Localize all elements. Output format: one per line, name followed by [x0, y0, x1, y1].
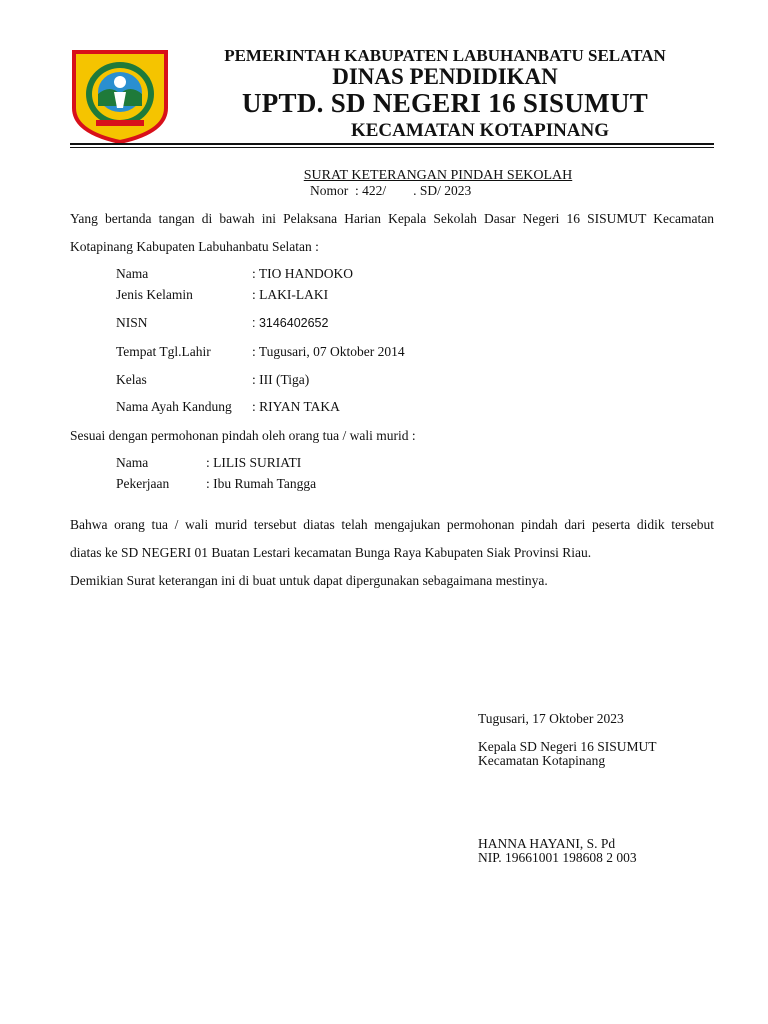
- student-gender-value: : LAKI-LAKI: [252, 287, 329, 302]
- student-birth-value: : Tugusari, 07 Oktober 2014: [252, 344, 405, 359]
- guardian-name-label: Nama: [116, 455, 149, 470]
- body-paragraph-line2: diatas ke SD NEGERI 01 Buatan Lestari kecamatan Bunga Raya Kabupaten Siak Provinsi Riau.: [70, 545, 592, 560]
- header-divider-thick: [70, 143, 714, 145]
- letter-title-text: SURAT KETERANGAN PINDAH SEKOLAH: [303, 168, 573, 183]
- guardian-name-value: : LILIS SURIATI: [206, 455, 302, 470]
- student-nisn-label: NISN: [116, 315, 148, 330]
- signature-place-date: Tugusari, 17 Oktober 2023: [478, 711, 624, 726]
- letter-title: [70, 168, 768, 184]
- letter-number-label: Nomor: [310, 183, 349, 198]
- header-divider-thin: [70, 147, 714, 148]
- signatory-nip: NIP. 19661001 198608 2 003: [478, 850, 637, 865]
- closing-line: Demikian Surat keterangan ini di buat untuk dapat dipergunakan sebagaimana mestinya.: [70, 573, 548, 588]
- header-department-line: DINAS PENDIDIKAN: [332, 64, 558, 89]
- intro-paragraph-line1: Yang bertanda tangan di bawah ini Pelaksana Harian Kepala Sekolah Dasar Negeri 16 SISUMUT Kecamatan: [70, 211, 714, 226]
- student-class-label: Kelas: [116, 372, 147, 387]
- header-school-name: UPTD. SD NEGERI 16 SISUMUT: [241, 88, 649, 118]
- regency-emblem-logo: [70, 48, 170, 144]
- student-birth-label: Tempat Tgl.Lahir: [116, 344, 211, 359]
- letter-number-value: : 422/ . SD/ 2023: [355, 183, 472, 198]
- student-name-value: : TIO HANDOKO: [252, 266, 353, 281]
- header-district-line: KECAMATAN KOTAPINANG: [350, 120, 610, 141]
- signature-position-line1: Kepala SD Negeri 16 SISUMUT: [478, 739, 657, 754]
- student-nisn-value: : 3146402652: [252, 316, 329, 330]
- header-government-line: PEMERINTAH KABUPATEN LABUHANBATU SELATAN: [224, 46, 666, 65]
- student-father-value: : RIYAN TAKA: [252, 399, 340, 414]
- request-line: Sesuai dengan permohonan pindah oleh orang tua / wali murid :: [70, 428, 416, 443]
- signatory-name: HANNA HAYANI, S. Pd: [478, 836, 616, 851]
- signature-position-line2: Kecamatan Kotapinang: [478, 753, 606, 768]
- guardian-job-value: : Ibu Rumah Tangga: [206, 476, 317, 491]
- student-father-label: Nama Ayah Kandung: [116, 399, 232, 414]
- student-name-label: Nama: [116, 266, 149, 281]
- student-gender-label: Jenis Kelamin: [116, 287, 193, 302]
- student-class-value: : III (Tiga): [252, 372, 310, 387]
- intro-paragraph-line2: Kotapinang Kabupaten Labuhanbatu Selatan :: [70, 239, 319, 254]
- body-paragraph-line1: Bahwa orang tua / wali murid tersebut diatas telah mengajukan permohonan pindah dari peserta didik tersebut: [70, 517, 714, 532]
- letter-number: [310, 183, 471, 199]
- guardian-job-label: Pekerjaan: [116, 476, 170, 491]
